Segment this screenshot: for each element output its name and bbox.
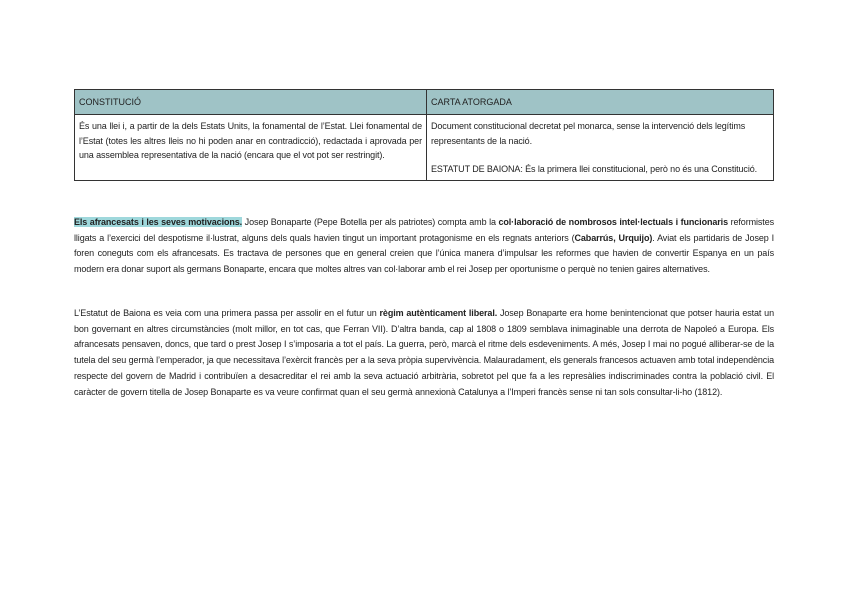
header-constitucio: CONSTITUCIÓ <box>75 90 427 115</box>
cell-constitucio-definition: És una llei i, a partir de la dels Estats Units, la fonamental de l’Estat. Llei fonamental de l’Estat (totes les altres lleis no hi poden anar en contradicció), redactada i aprovada per una assemblea representativa de la nació (encara que el vot pot ser restringit). <box>75 115 427 181</box>
p2-text-1: L’Estatut de Baiona es veia com una primera passa per assolir en el futur un <box>74 308 380 318</box>
carta-definition-text: Document constitucional decretat pel monarca, sense la intervenció dels legítims representants de la nació. <box>431 121 746 146</box>
p2-bold-1: règim autènticament liberal. <box>379 308 498 318</box>
section-heading-afrancesats: Els afrancesats i les seves motivacions. <box>74 217 243 227</box>
estatut-baiona-note: ESTATUT DE BAIONA: És la primera llei constitucional, però no és una Constitució. <box>431 164 758 174</box>
header-carta-atorgada: CARTA ATORGADA <box>427 90 774 115</box>
p1-text-2: reformistes lligats a l’exercici del despotisme il·lustrat, alguns dels quals havien tingut un important protagonisme en els regnats anteriors ( <box>74 217 775 243</box>
p2-text-2: Josep Bonaparte era home benintencionat que potser hauria estat un bon governant en altres circumstàncies (molt millor, en tot cas, que Ferran VII). D’altra banda, cap al 1808 o 1809 semblava inimaginable una derrota de Napoleó a Europa. Els afrancesats pensaven, doncs, que tard o prest Josep I s’imposaria a tot el país. La guerra, però, marcà el ritme dels esdeveniments. A més, Josep I mai no pogué alliberar-se de la tutela del seu germà l’emperador, ja que necessitava l’exèrcit francès per a la seva pròpia supervivència. Malauradament, els generals francesos actuaven amb total independència respecte del govern de Madrid i contribuïen a desacreditar el rei amb la seva actuació arbitrària, sobretot pel que fa a les represàlies indiscriminades contra la població civil. El caràcter de govern titella de Josep Bonaparte es va veure confirmat quan el seu germà annexionà Catalunya a l’Imperi francès sense ni tan sols consultar-li-ho (1812). <box>74 308 774 397</box>
p1-text-1: Josep Bonaparte (Pepe Botella per als patriotes) compta amb la <box>242 217 499 227</box>
table-header-row <box>75 90 774 115</box>
p1-bold-2: Cabarrús, Urquijo) <box>574 232 653 243</box>
p1-text-3: . Aviat els partidaris de Josep I foren coneguts com els afrancesats. Es tractava de persones que en general creien que l’única manera d’impulsar les reformes que havien de convertir Espanya en un país modern era donar suport als germans Bonaparte, encara que moltes altres van col·laborar amb el rei Josep per oportunisme o perquè no tenien gaires alternatives. <box>74 232 774 275</box>
p1-bold-1: col·laboració de nombrosos intel·lectuals i funcionaris <box>498 217 728 227</box>
paragraph-afrancesats <box>74 215 774 278</box>
paragraph-estatut-baiona <box>74 306 774 400</box>
definitions-table <box>74 89 774 181</box>
table-row <box>75 115 774 181</box>
cell-carta-definition <box>427 115 774 181</box>
